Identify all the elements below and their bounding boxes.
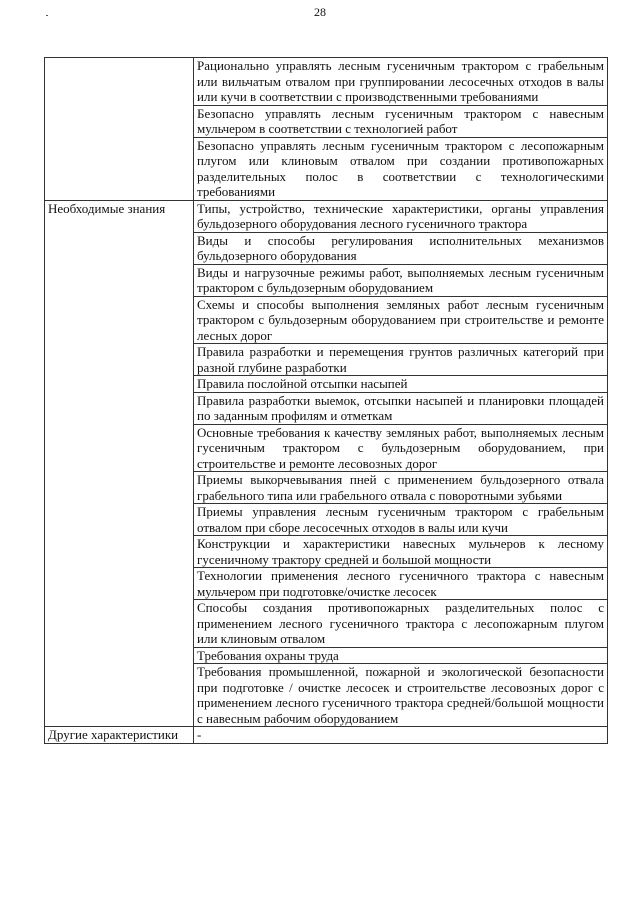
requirement-cell: Приемы выкорчевывания пней с применением бульдозерного отвала грабельного типа или грабельного отвала с поворотными зубьями (194, 472, 608, 504)
table-row (45, 58, 608, 106)
requirement-cell: Требования охраны труда (194, 647, 608, 664)
requirement-cell: Способы создания противопожарных разделительных полос с применением лесного гусеничного трактора с лесопожарным плугом или клиновым отвалом (194, 600, 608, 648)
requirement-cell: Виды и нагрузочные режимы работ, выполняемых лесным гусеничным трактором с бульдозерным оборудованием (194, 264, 608, 296)
requirement-cell: Безопасно управлять лесным гусеничным трактором с навесным мульчером в соответствии с технологией работ (194, 105, 608, 137)
requirement-cell: Требования промышленной, пожарной и экологической безопасности при подготовке / очистке лесосек и строительстве лесовозных дорог с применением лесного гусеничного трактора средней/большой мощности с навесным рабочим оборудованием (194, 664, 608, 727)
requirement-cell: Приемы управления лесным гусеничным трактором с грабельным отвалом при сборе лесосечных отходов в валы или кучи (194, 504, 608, 536)
requirement-cell: Виды и способы регулирования исполнительных механизмов бульдозерного оборудования (194, 232, 608, 264)
requirement-cell: Технологии применения лесного гусеничного трактора с навесным мульчером при подготовке/очистке лесосек (194, 568, 608, 600)
group-label-cell (45, 58, 194, 201)
requirement-cell: Типы, устройство, технические характеристики, органы управления бульдозерного оборудования лесного гусеничного трактора (194, 200, 608, 232)
requirement-cell: Безопасно управлять лесным гусеничным трактором с лесопожарным плугом или клиновым отвалом при создании противопожарных разделительных полос в соответствии с технологическими требованиями (194, 137, 608, 200)
requirement-cell: Схемы и способы выполнения земляных работ лесным гусеничным трактором с бульдозерным оборудованием при строительстве и ремонте лесных дорог (194, 296, 608, 344)
requirements-table-body (45, 58, 608, 744)
table-row (45, 727, 608, 744)
requirement-cell: Правила разработки выемок, отсыпки насыпей и планировки площадей по заданным профилям и отметкам (194, 392, 608, 424)
table-row (45, 200, 608, 232)
requirement-cell: Рационально управлять лесным гусеничным трактором с грабельным или вильчатым отвалом при группировании лесосечных отходов в валы или кучи в соответствии с производственными требованиями (194, 58, 608, 106)
group-label-cell: Необходимые знания (45, 200, 194, 727)
requirements-table (44, 57, 608, 744)
group-label-cell: Другие характеристики (45, 727, 194, 744)
page-number: 28 (314, 5, 326, 19)
requirement-cell: Правила разработки и перемещения грунтов различных категорий при разной глубине разработки (194, 344, 608, 376)
requirement-cell: Основные требования к качеству земляных работ, выполняемых лесным гусеничным трактором с бульдозерным оборудованием, при строительстве и ремонте лесовозных дорог (194, 424, 608, 472)
requirement-cell: - (194, 727, 608, 744)
requirement-cell: Конструкции и характеристики навесных мульчеров к лесному гусеничному трактору средней и большой мощности (194, 536, 608, 568)
requirement-cell: Правила послойной отсыпки насыпей (194, 376, 608, 393)
